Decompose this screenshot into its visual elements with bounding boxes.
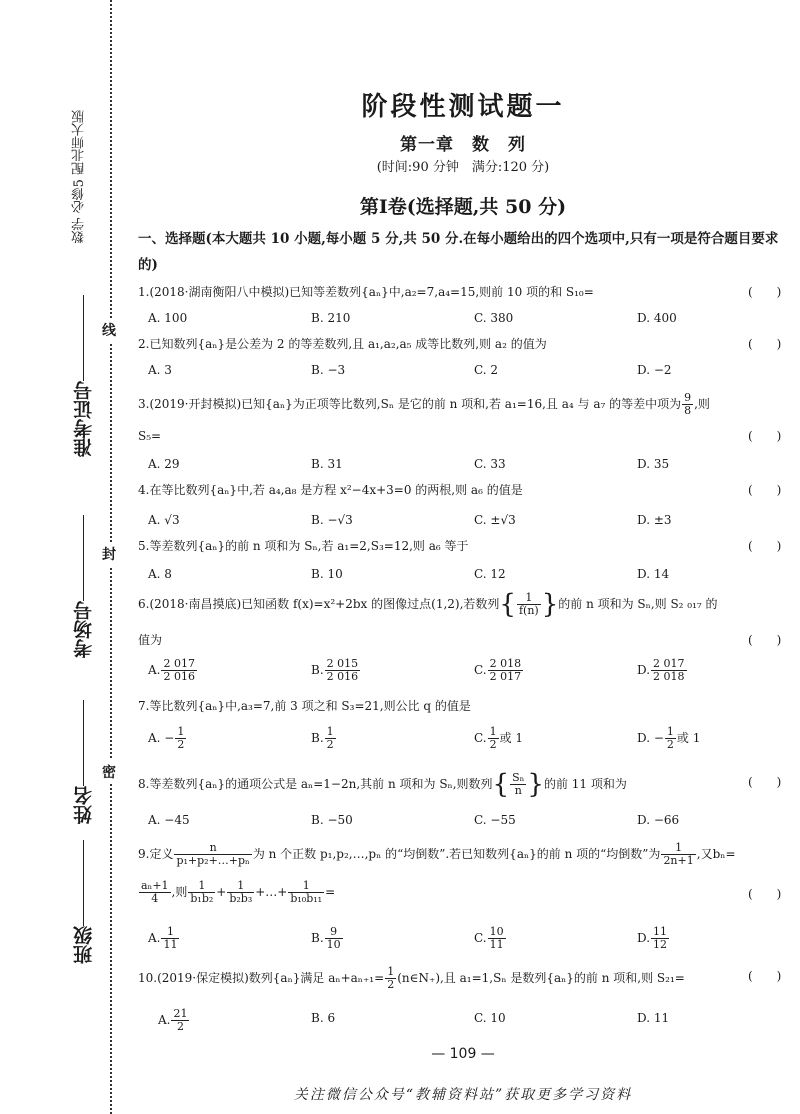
fraction: $\frac{\text{Sₙ}}{n}$ [512, 771, 525, 797]
question-text: 7.等比数列{aₙ}中,a₃=7,前 3 项之和 S₃=21,则公比 q 的值是 [138, 699, 471, 713]
option-a: A. 100 [148, 311, 188, 325]
answer-paren: ( ) [748, 633, 782, 647]
footer-note: 关注微信公众号“教辅资料站”获取更多学习资料 [293, 1087, 633, 1103]
option-a: A. $\frac{1}{11}$ [148, 925, 178, 951]
section-heading: 一、选择题(本大题共 10 小题,每小题 5 分,共 50 分.在每小题给出的四个选项中,只有一项是符合题目要求的) [138, 231, 779, 273]
answer-paren: ( ) [748, 969, 782, 983]
volume-title: 第Ⅰ卷(选择题,共 50 分) [359, 196, 567, 218]
option-b: B. 31 [311, 457, 343, 471]
option-b: B. −3 [311, 363, 346, 377]
option-c: C. 2 [474, 363, 499, 377]
answer-paren: ( ) [748, 539, 782, 553]
option-b: B. $\frac{1}{2}$ [311, 725, 334, 751]
option-c: C. 10 [474, 1011, 506, 1025]
answer-paren: ( ) [748, 887, 782, 901]
field-room-number: 考场号 [70, 515, 97, 658]
field-class: 班级 [70, 840, 97, 964]
option-d: D. − $\frac{1}{2}$ 或 1 [637, 725, 701, 751]
answer-paren: ( ) [748, 483, 782, 497]
answer-paren: ( ) [748, 337, 782, 351]
question-text: 5.等差数列{aₙ}的前 n 项和为 Sₙ,若 a₁=2,S₃=12,则 a₆ 等于 [138, 539, 469, 553]
chapter-title: 第一章 数 列 [400, 135, 526, 155]
option-d: D. $\frac{2 017}{2 018}$ [637, 657, 685, 683]
option-c: C. ±√3 [474, 513, 516, 527]
option-a: A. 8 [148, 567, 172, 581]
option-c: C. −55 [474, 813, 516, 827]
option-d: D. 14 [637, 567, 670, 581]
question-text: 6.(2018·南昌摸底)已知函数 f(x)=x²+2bx 的图像过点(1,2),若数列{ $\frac{1}{f(n)}$ }的前 n 项和为 Sₙ,则 S₂ ₀₁₇ 的 [138, 589, 718, 620]
page-number: — 109 — [431, 1046, 495, 1062]
seal-line: 线 [102, 318, 116, 342]
field-name: 姓名 [70, 700, 97, 824]
binding-strip [0, 0, 135, 1114]
option-d: D. ±3 [637, 513, 672, 527]
seal-secret: 密 [102, 760, 116, 784]
option-b: B. $\frac{9}{10}$ [311, 925, 341, 951]
field-exam-number: 准考证号 [70, 295, 97, 457]
option-a: A. √3 [148, 513, 180, 527]
question-text-cont: S₅= [138, 429, 162, 443]
option-b: B. −√3 [311, 513, 353, 527]
option-b: B. −50 [311, 813, 353, 827]
question-text: 1.(2018·湖南衡阳八中模拟)已知等差数列{aₙ}中,a₂=7,a₄=15,则前 10 项的和 S₁₀= [138, 285, 594, 299]
option-d: D. 11 [637, 1011, 670, 1025]
option-d: D. $\frac{11}{12}$ [637, 925, 668, 951]
option-d: D. −66 [637, 813, 680, 827]
option-b: B. 6 [311, 1011, 336, 1025]
question-text: 4.在等比数列{aₙ}中,若 a₄,a₈ 是方程 x²−4x+3=0 的两根,则 a₆ 的值是 [138, 483, 523, 497]
answer-paren: ( ) [748, 429, 782, 443]
option-c: C. $\frac{2 018}{2 017}$ [474, 657, 522, 683]
option-a: A. $\frac{2 017}{2 016}$ [148, 657, 195, 683]
option-c: C. $\frac{10}{11}$ [474, 925, 504, 951]
option-a: A. −45 [148, 813, 190, 827]
question-text: 9.定义 $\frac{n}{\text{p₁+p₂+…+pₙ}}$ 为 n 个正数 p₁,p₂,…,pₙ 的“均倒数”.若已知数列{aₙ}的前 n 项的“均倒数”为 $\frac{1}{2n+1}$ ,又bₙ= [138, 841, 736, 867]
page-title: 阶段性测试题一 [361, 92, 565, 122]
fraction: $\frac{1}{f(n)}$ [518, 591, 539, 617]
option-d: D. 400 [637, 311, 677, 325]
option-a: A. 3 [148, 363, 172, 377]
question-text: 3.(2019·开封模拟)已知{aₙ}为正项等比数列,Sₙ 是它的前 n 项和,若 a₁=16,且 a₄ 与 a₇ 的等差中项为 $\frac{9}{8}$ ,则 [138, 391, 710, 417]
option-c: C. $\frac{1}{2}$ 或 1 [474, 725, 524, 751]
option-c: C. 12 [474, 567, 506, 581]
edition-label: 数学 必修5 配北师大版 [72, 110, 87, 244]
answer-paren: ( ) [748, 775, 782, 789]
time-info: (时间:90 分钟 满分:120 分) [376, 160, 550, 175]
question-text: 10.(2019·保定模拟)数列{aₙ}满足 aₙ+aₙ₊₁= $\frac{1}{2}$ (n∈N₊),且 a₁=1,Sₙ 是数列{aₙ}的前 n 项和,则 S₂₁= [138, 965, 685, 991]
option-a: A. 29 [148, 457, 180, 471]
question-text: 8.等差数列{aₙ}的通项公式是 aₙ=1−2n,其前 n 项和为 Sₙ,则数列{ $\frac{\text{Sₙ}}{n}$ }的前 11 项和为 [138, 769, 627, 800]
question-text-cont: 值为 [138, 633, 163, 647]
option-b: B. $\frac{2 015}{2 016}$ [311, 657, 359, 683]
option-d: D. 35 [637, 457, 670, 471]
option-c: C. 33 [474, 457, 506, 471]
fraction: $\frac{9}{8}$ [684, 391, 692, 417]
option-b: B. 10 [311, 567, 343, 581]
option-c: C. 380 [474, 311, 514, 325]
answer-paren: ( ) [748, 285, 782, 299]
option-a: A. − $\frac{1}{2}$ [148, 725, 185, 751]
option-a: A. $\frac{21}{2}$ [158, 1007, 188, 1033]
question-text-cont: $\frac{\text{aₙ+1}}{4}$ ,则 $\frac{1}{\text{b₁b₂}}$ + $\frac{1}{\text{b₂b₃}}$ +…+ $\frac{1}{\text{b₁₀b₁₁}}$ = [141, 879, 336, 905]
option-b: B. 210 [311, 311, 351, 325]
option-d: D. −2 [637, 363, 672, 377]
question-text: 2.已知数列{aₙ}是公差为 2 的等差数列,且 a₁,a₂,a₅ 成等比数列,则 a₂ 的值为 [138, 337, 547, 351]
seal-seal: 封 [102, 542, 116, 566]
